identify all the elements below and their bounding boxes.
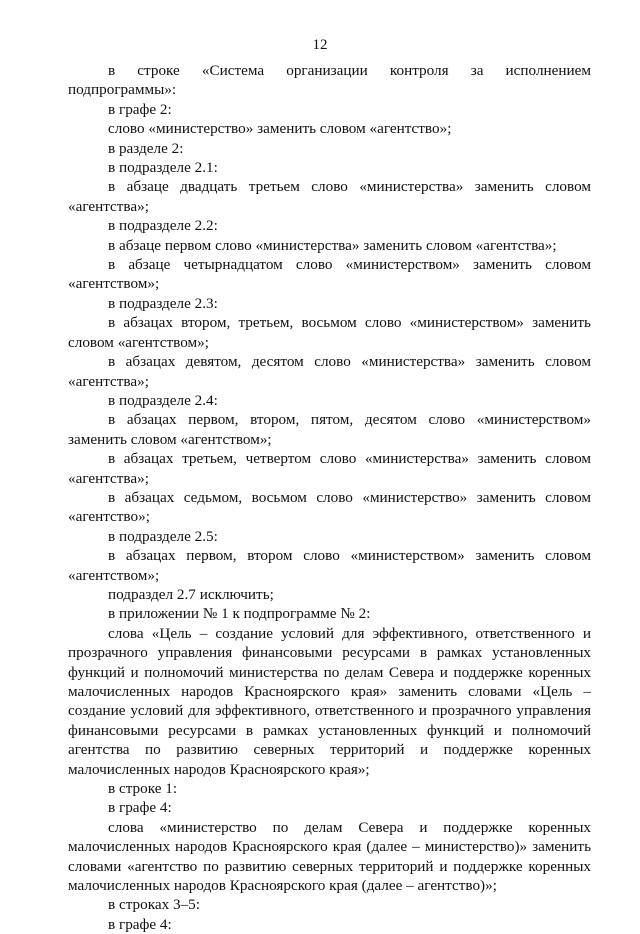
paragraph: в графе 4:	[108, 915, 172, 933]
paragraph: в абзацах девятом, десятом слово «министерства» заменить словом «агентства»;	[68, 353, 591, 390]
paragraph: в абзацах третьем, четвертом слово «министерства» заменить словом «агентства»;	[68, 450, 591, 487]
paragraph: в графе 4:	[108, 799, 172, 817]
page-number: 12	[312, 37, 328, 53]
paragraph: в абзаце двадцать третьем слово «министерства» заменить словом «агентства»;	[68, 178, 591, 215]
paragraph: в абзацах первом, втором слово «министерством» заменить словом «агентством»;	[68, 547, 591, 584]
paragraph: слова «министерство по делам Севера и поддержке коренных малочисленных народов Красноярского края (далее – министерство)» заменить словами «агентство по развитию северных территорий и поддержке коренных малочисленных народов Красноярского края (далее – агентство)»;	[68, 818, 591, 895]
paragraph: в абзацах седьмом, восьмом слово «министерство» заменить словом «агентство»;	[68, 488, 591, 526]
paragraph: в строке «Система организации контроля за исполнением подпрограммы»:	[68, 62, 591, 99]
paragraph: в подразделе 2.5:	[108, 527, 218, 545]
paragraph: в строках 3–5:	[108, 896, 201, 914]
paragraph: слова «Цель – создание условий для эффективного, ответственного и прозрачного управления финансовыми ресурсами в рамках установленных функций и полномочий министерства по делам Севера и поддержке коренных малочисленных народов Красноярского края» заменить словами «Цель – создание условий для эффективного, ответственного и прозрачного управления финансовыми ресурсами в рамках установленных функций и полномочий агентства по развитию северных территорий и поддержке коренных малочисленных народов Красноярского края»;	[68, 624, 591, 778]
paragraph: в подразделе 2.2:	[108, 217, 218, 235]
paragraph: в абзацах первом, втором, пятом, десятом слово «министерством» заменить словом «агентством»;	[68, 411, 591, 448]
paragraph: слово «министерство» заменить словом «агентство»;	[108, 120, 452, 138]
paragraph: в разделе 2:	[108, 139, 184, 157]
paragraph: в приложении № 1 к подпрограмме № 2:	[108, 605, 371, 623]
document-body	[68, 61, 591, 934]
paragraph: в абзаце первом слово «министерства» заменить словом «агентства»;	[108, 236, 557, 254]
paragraph: в подразделе 2.3:	[108, 294, 218, 312]
paragraph: подраздел 2.7 исключить;	[108, 585, 274, 603]
paragraph: в графе 2:	[108, 100, 172, 118]
paragraph: в абзацах втором, третьем, восьмом слово «министерством» заменить словом «агентством»;	[68, 314, 591, 351]
paragraph: в абзаце четырнадцатом слово «министерством» заменить словом «агентством»;	[68, 256, 591, 293]
paragraph: в подразделе 2.1:	[108, 159, 218, 177]
paragraph: в строке 1:	[108, 780, 178, 798]
paragraph: в подразделе 2.4:	[108, 391, 218, 409]
